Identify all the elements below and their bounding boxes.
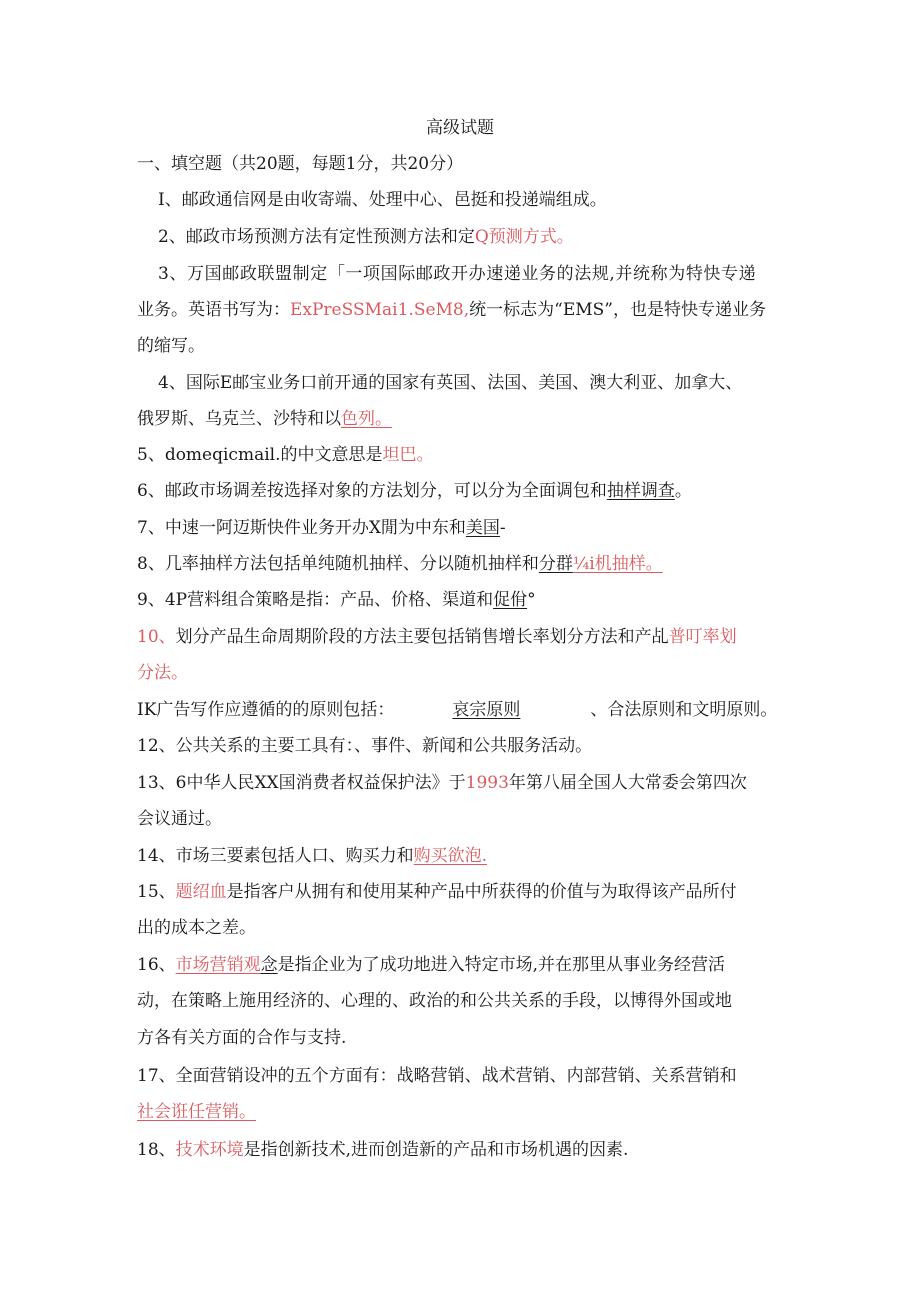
- answer: 1993: [465, 773, 509, 793]
- question-1: I、邮政通信网是由收寄端、处理中心、邑挺和投递端组成。: [158, 190, 607, 210]
- answer: 分法。: [137, 663, 188, 683]
- answer: ¼i机抽样。: [572, 554, 663, 574]
- answer: 题绍血: [175, 882, 227, 902]
- question-18: 18、技术环境是指创新技术,进而创造新的产品和市场机遇的因素.: [137, 1140, 629, 1160]
- question-12: 12、公共关系的主要工具有：、事件、新闻和公共服务活动。: [137, 736, 593, 756]
- answer: 哀宗原则: [452, 700, 521, 720]
- question-11: IK广告写作应遵循的的原则包括： 哀宗原则 、合法原则和文明原则。: [137, 700, 778, 720]
- question-16-line-3: 方各有关方面的合作与支持.: [137, 1028, 347, 1048]
- question-17-line-2: [137, 1100, 256, 1124]
- answer: 普叮率划: [668, 627, 737, 647]
- answer: Q预测方式。: [474, 227, 574, 247]
- answer: 色列。: [341, 409, 392, 429]
- answer: 抽样调查: [606, 481, 675, 501]
- answer: 技术环境: [175, 1140, 244, 1160]
- answer: 坦巴。: [382, 445, 434, 465]
- answer: 促佾: [493, 590, 528, 610]
- answer: 购买欲泡.: [413, 846, 488, 866]
- answer: 社会诳任营销。: [137, 1102, 256, 1122]
- question-4-line-2: 俄罗斯、乌克兰、沙特和以色列。: [137, 409, 392, 429]
- question-6: 6、邮政市场调差按选择对象的方法划分，可以分为全面调包和抽样调查。: [137, 481, 692, 501]
- question-10-line-2: [137, 661, 188, 685]
- question-15-line-2: 出的成本之差。: [137, 918, 256, 938]
- question-4-line-1: 4、国际E邮宝业务口前开通的国家有英国、法国、美国、澳大利亚、加拿大、: [158, 373, 743, 393]
- question-17-line-1: 17、全面营销设冲的五个方面有：战略营销、战术营销、内部营销、关系营销和: [137, 1066, 737, 1086]
- question-13-line-2: 会议通过。: [137, 809, 222, 829]
- question-16-line-2: 动，在策略上施用经济的、心理的、政治的和公共关系的手段，以博得外国或地: [137, 991, 732, 1011]
- question-5: 5、domeqicmail.的中文意思是坦巴。: [137, 445, 434, 465]
- answer: ExPreSSMai1.SeM8,: [290, 300, 470, 320]
- question-16-line-1: 16、市场营销观念是指企业为了成功地进入特定市场,并在那里从事业务经营活: [137, 955, 726, 975]
- question-3-line-3: 的缩写。: [137, 336, 205, 356]
- answer: 美国: [465, 518, 500, 538]
- question-13-line-1: 13、6中华人民XX国消费者权益保护法》于1993年第八届全国人大常委会第四次: [137, 773, 747, 793]
- page-title: 高级试题: [426, 118, 494, 138]
- question-15-line-1: 15、题绍血是指客户从拥有和使用某种产品中所获得的价值与为取得该产品所付: [137, 882, 737, 902]
- question-2: 2、邮政市场预测方法有定性预测方法和定Q预测方式。: [158, 227, 574, 247]
- question-8: 8、几率抽样方法包括单纯随机抽样、分以随机抽样和分群¼i机抽样。: [137, 554, 663, 574]
- question-7: 7、中速一阿迈斯快件业务开办X閒为中东和美国-: [137, 518, 506, 538]
- question-10-line-1: 10、划分产品生命周期阶段的方法主要包括销售增长率划分方法和产乩普叮率划: [137, 627, 737, 647]
- section-heading: 一、填空题（共20题，每题1分，共20分）: [137, 154, 464, 174]
- question-3-line-1: 3、万国邮政联盟制定「一项国际邮政开办速递业务的法规,并统称为特快专递: [158, 264, 757, 284]
- question-9: 9、4P营料组合策略是指：产品、价格、渠道和促佾°: [137, 590, 536, 610]
- answer-part: 分群: [538, 554, 573, 574]
- question-14: 14、市场三要素包括人口、购买力和购买欲泡.: [137, 846, 488, 866]
- answer: 市场营销观: [175, 955, 261, 975]
- question-3-line-2: 业务。英语书写为：ExPreSSMai1.SeM8,统一标志为“EMS”，也是特快专递业务: [137, 300, 766, 320]
